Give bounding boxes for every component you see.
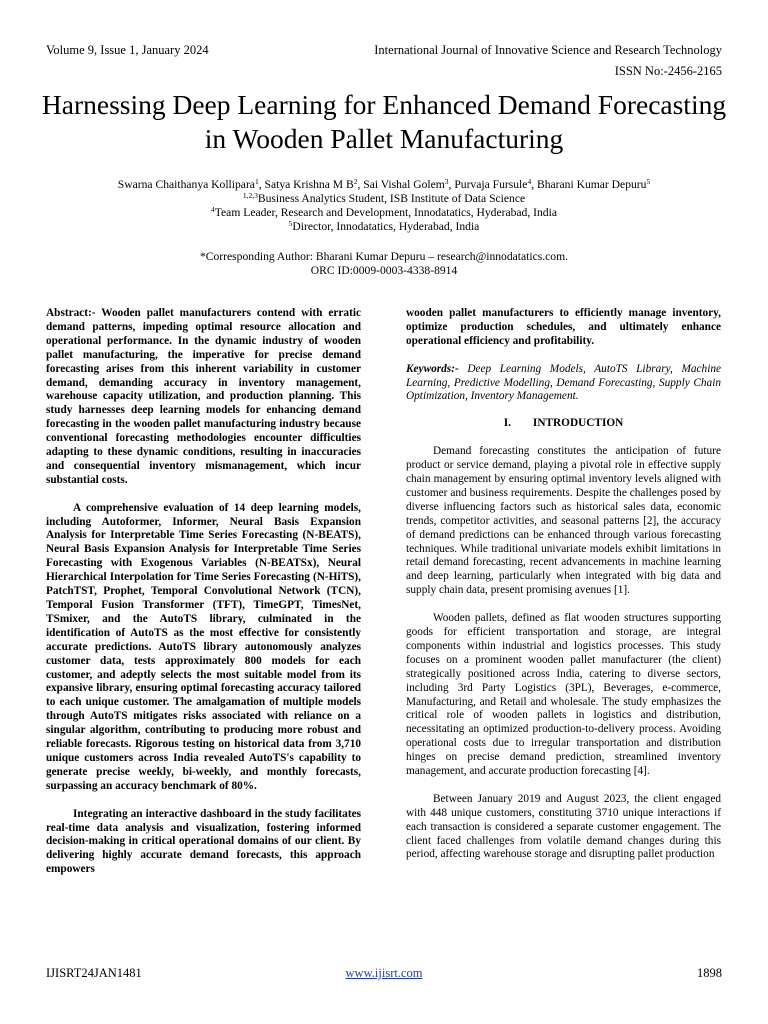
author-name: Bharani Kumar Depuru bbox=[536, 178, 647, 191]
corresponding-author: *Corresponding Author: Bharani Kumar Depuru – research@innodatatics.com. bbox=[199, 250, 569, 263]
journal-website-link[interactable]: www.ijisrt.com bbox=[345, 966, 423, 980]
author-name: Satya Krishna M B bbox=[264, 178, 354, 191]
abstract-paragraph: Abstract:- Wooden pallet manufacturers contend with erratic demand patterns, impeding optimal resource allocation and operational performance. In the dynamic industry of wooden pallet manufacturing, the imperative for precise demand forecasting arises from this inherent variability in customer demand, demanding accuracy in inventory management, warehouse capacity utilization, and production planning. This study harnesses deep learning models for enhancing demand forecasting in the wooden pallet manufacturing industry because conventional forecasting methodologies encounter difficulties adapting to these dynamic conditions, resulting in inaccuracies and consequential inventory mismanagement, which incur substantial costs. bbox=[46, 307, 361, 486]
intro-paragraph: Demand forecasting constitutes the anticipation of future product or service demand, playing a pivotal role in effective supply chain management by ensuring optimal inventory levels aligned with customer and business requirements. Despite the challenges posed by diverse influencing factors such as historical sales data, economic trends, competitor activities, and seasonal patterns [2], the accuracy of demand predictions can be enhanced through various forecasting techniques. While traditional univariate models exhibit limitations in retail demand forecasting, recent advancements in machine learning and deep learning, particularly when integrated with big data and supply chain data, present promising avenues [1]. bbox=[406, 445, 721, 597]
journal-volume: Volume 9, Issue 1, January 2024 bbox=[46, 43, 209, 57]
section-title: INTRODUCTION bbox=[532, 417, 624, 430]
left-column bbox=[46, 307, 361, 877]
orcid: ORC ID:0009-0003-4338-8914 bbox=[310, 264, 458, 277]
page-number: 1898 bbox=[697, 966, 722, 980]
journal-name: International Journal of Innovative Science and Research Technology bbox=[374, 43, 722, 57]
affiliation-3: $^5$Director, Innodatatics, Hyderabad, India bbox=[288, 219, 480, 233]
author-name: Purvaja Fursule bbox=[454, 178, 528, 191]
author-sup: 3 bbox=[444, 177, 449, 186]
section-number: I. bbox=[503, 417, 511, 430]
abstract-paragraph: A comprehensive evaluation of 14 deep learning models, including Autoformer, Informer, Neural Basis Expansion Analysis for Interpretable Time Series Forecasting (N-BEATS), Neural Basis Expansion Analysis for Interpretable Time Series Forecasting with Exogenous Variables (N-BEATSx), Neural Hierarchical Interpolation for Time Series Forecasting (N-HiTS), PatchTST, Prophet, Temporal Convolutional Network (TCN), Temporal Fusion Transformer (TFT), TimeGPT, TimesNet, TSmixer, and the AutoTS library, culminated in the identification of AutoTS as the most effective for consistently accurate predictions. AutoTS library autonomously analyzes customer data, tests approximately 800 models for each customer, and adeptly selects the most suitable model from its expansive library, ensuring optimal forecasting accuracy tailored to each unique customer. The amalgamation of multiple models through AutoTS mitigates risks associated with reliance on a singular algorithm, contributing to producing more robust and reliable forecasts. Rigorous testing on historical data from 3,710 unique customers across India revealed AutoTS's capability to generate precise weekly, bi-weekly, and monthly forecasts, surpassing an accuracy benchmark of 80%. bbox=[46, 501, 361, 792]
keywords-label: Keywords:- bbox=[406, 362, 459, 375]
affiliation-1: $^{1,2,3}$Business Analytics Student, ISB Institute of Data Science bbox=[242, 191, 526, 205]
author-name: Sai Vishal Golem bbox=[363, 178, 445, 191]
journal-issn: ISSN No:-2456-2165 bbox=[614, 64, 722, 78]
intro-paragraph: Wooden pallets, defined as flat wooden structures supporting goods for efficient transportation and storage, are integral components within industrial and logistics processes. This study focuses on a prominent wooden pallet manufacturer (the client) strategically positioned across India, catering to diverse sectors, including 3rd Party Logistics (3PL), Beverages, e-commerce, Manufacturing, and Retail and wholesale. The study emphasizes the critical role of wooden pallets in logistics and distribution, necessitating an optimized production-to-delivery process. Avoiding operational costs due to irregular transportation and distribution hinges on precise demand prediction, streamlined inventory management, and accurate production forecasting [4]. bbox=[406, 612, 721, 778]
section-heading bbox=[406, 417, 721, 431]
author-sup: 4 bbox=[527, 177, 532, 186]
author-sup: 1 bbox=[254, 177, 259, 186]
keywords-text: Deep Learning Models, AutoTS Library, Machine Learning, Predictive Modelling, Demand Forecasting, Supply Chain Optimization, Inventory Management. bbox=[406, 362, 721, 403]
author-sup: 5 bbox=[646, 177, 651, 186]
intro-paragraph: Between January 2019 and August 2023, the client engaged with 448 unique customers, constituting 3710 unique interactions if each transaction is considered a separate customer engagement. The client faced challenges from volatile demand changes during this period, affecting warehouse storage and disrupting pallet production bbox=[406, 792, 721, 861]
author-sup: 2 bbox=[353, 177, 358, 186]
abstract-paragraph: Integrating an interactive dashboard in the study facilitates real-time data analysis and visualization, fostering informed decision-making in critical operational domains of our client. By delivering highly accurate demand forecasts, this approach empowers bbox=[46, 807, 361, 876]
corresponding-author-block bbox=[40, 250, 728, 278]
authors-block bbox=[40, 178, 728, 234]
abstract-paragraph-continued: wooden pallet manufacturers to efficiently manage inventory, optimize production schedules, and ultimately enhance operational efficiency and profitability. bbox=[406, 307, 721, 347]
affiliation-2: $^4$Team Leader, Research and Development, Innodatatics, Hyderabad, India bbox=[211, 205, 557, 219]
author-list: Swarna Chaithanya Kollipara$^1$, Satya Krishna M $B^2$, Sai Vishal Golem$^3$, Purvaja Fursule$^4$, Bharani Kumar Depuru$^5$ bbox=[117, 177, 651, 191]
author-name: Swarna Chaithanya Kollipara bbox=[117, 178, 255, 191]
paper-code: IJISRT24JAN1481 bbox=[46, 966, 142, 980]
right-column bbox=[406, 307, 721, 862]
keywords bbox=[406, 363, 721, 405]
paper-title: Harnessing Deep Learning for Enhanced Demand Forecasting in Wooden Pallet Manufacturing bbox=[41, 89, 727, 154]
